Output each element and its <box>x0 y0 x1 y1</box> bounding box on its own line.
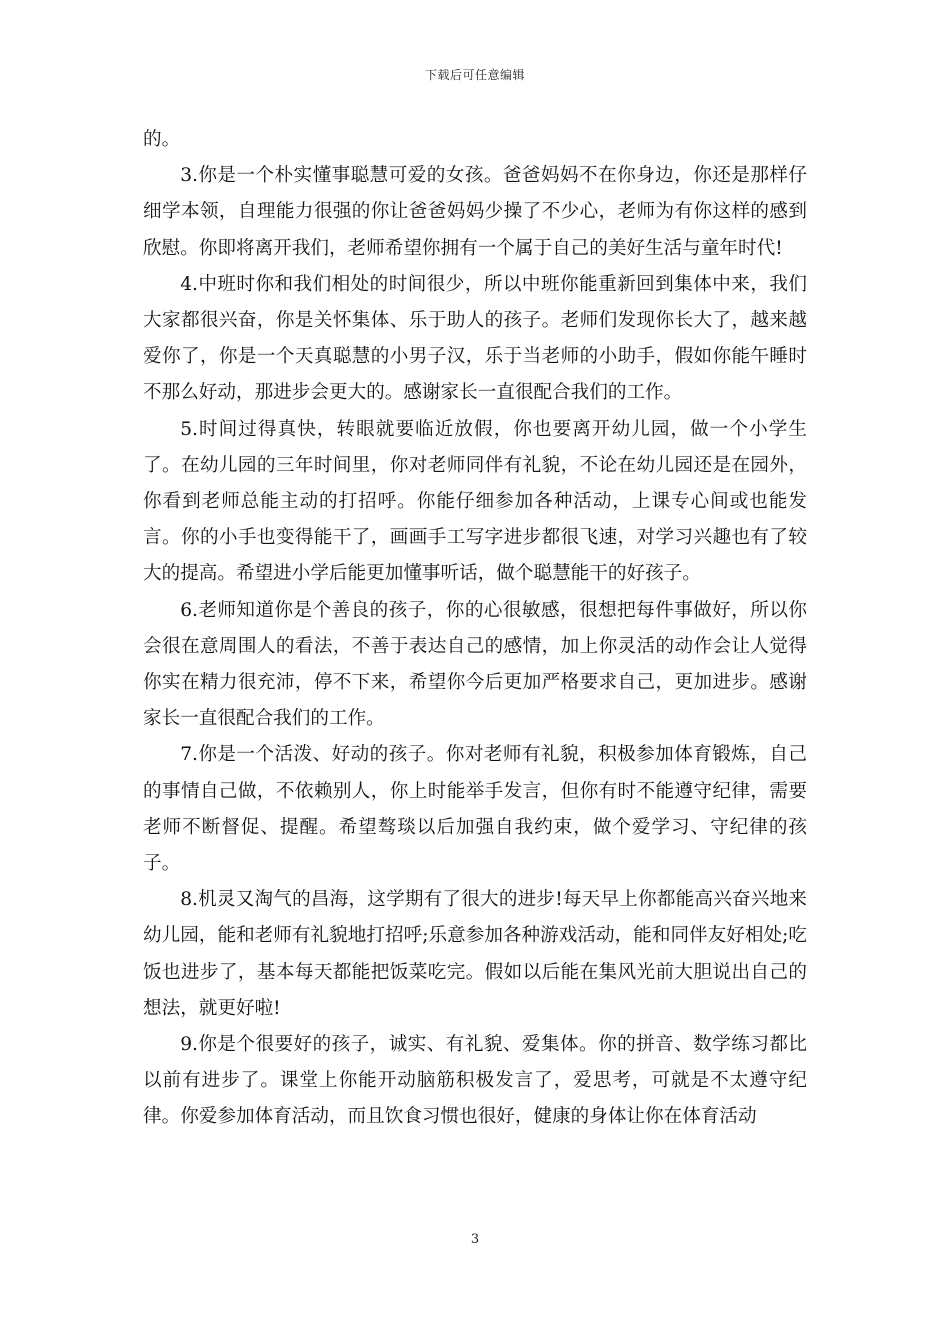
paragraph: 3.你是一个朴实懂事聪慧可爱的女孩。爸爸妈妈不在你身边，你还是那样仔细学本领，自理能力很强的你让爸爸妈妈少操了不少心，老师为有你这样的感到欣慰。你即将离开我们，老师希望你拥有一个属于自己的美好生活与童年时代! <box>143 165 807 259</box>
paragraph: 8.机灵又淘气的昌海，这学期有了很大的进步!每天早上你都能高兴奋兴地来幼儿园，能和老师有礼貌地打招呼;乐意参加各种游戏活动，能和同伴友好相处;吃饭也进步了，基本每天都能把饭菜吃完。假如以后能在集风光前大胆说出自己的想法，就更好啦! <box>143 889 807 1019</box>
page-header: 下载后可任意编辑 <box>424 68 525 82</box>
paragraph: 4.中班时你和我们相处的时间很少，所以中班你能重新回到集体中来，我们大家都很兴奋，你是关怀集体、乐于助人的孩子。老师们发现你长大了，越来越爱你了，你是一个天真聪慧的小男子汉，乐于当老师的小助手，假如你能午睡时不那么好动，那进步会更大的。感谢家长一直很配合我们的工作。 <box>143 273 807 404</box>
page-number: 3 <box>470 1232 480 1247</box>
paragraph: 5.时间过得真快，转眼就要临近放假，你也要离开幼儿园，做一个小学生了。在幼儿园的三年时间里，你对老师同伴有礼貌，不论在幼儿园还是在园外，你看到老师总能主动的打招呼。你能仔细参加各种活动，上课专心间或也能发言。你的小手也变得能干了，画画手工写字进步都很飞速，对学习兴趣也有了较大的提高。希望进小学后能更加懂事听话，做个聪慧能干的好孩子。 <box>143 418 807 585</box>
document-body <box>143 122 807 1136</box>
paragraph: 7.你是一个活泼、好动的孩子。你对老师有礼貌，积极参加体育锻炼，自己的事情自己做，不依赖别人，你上时能举手发言，但你有时不能遵守纪律，需要老师不断督促、提醒。希望骜琰以后加强自我约束，做个爱学习、守纪律的孩子。 <box>143 744 807 875</box>
paragraph: 6.老师知道你是个善良的孩子，你的心很敏感，很想把每件事做好，所以你会很在意周围人的看法，不善于表达自己的感情，加上你灵活的动作会让人觉得你实在精力很充沛，停不下来，希望你今后更加严格要求自己，更加进步。感谢家长一直很配合我们的工作。 <box>143 599 807 730</box>
paragraph: 的。 <box>143 129 181 150</box>
paragraph: 9.你是个很要好的孩子，诚实、有礼貌、爱集体。你的拼音、数学练习都比以前有进步了。课堂上你能开动脑筋积极发言了，爱思考，可就是不太遵守纪律。你爱参加体育活动，而且饮食习惯也很好，健康的身体让你在体育活动 <box>143 1034 807 1128</box>
